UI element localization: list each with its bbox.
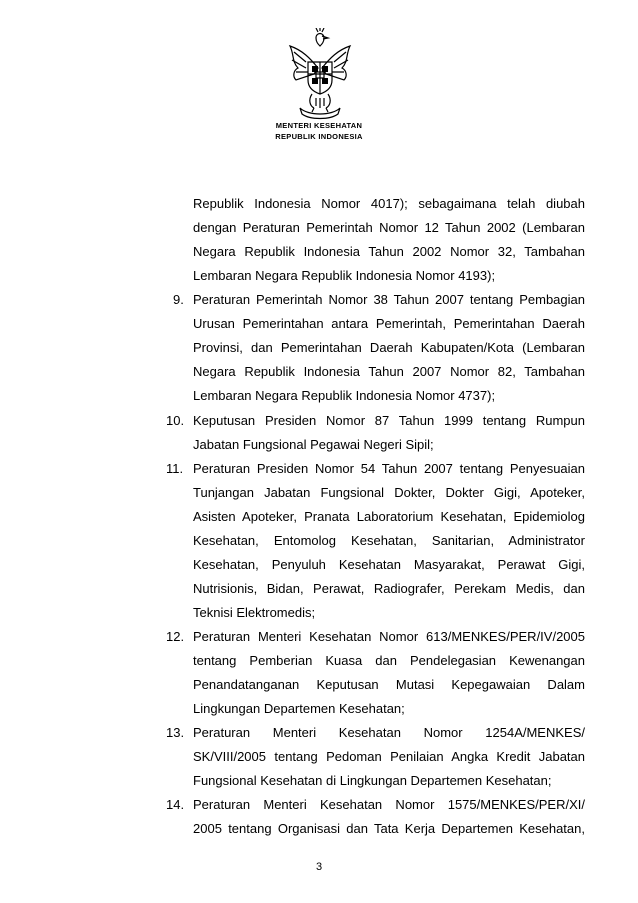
list-item-line: Tunjangan Jabatan Fungsional Dokter, Dokter Gigi, Apoteker,: [193, 485, 585, 500]
list-item-line: Peraturan Menteri Kesehatan Nomor 1575/MENKES/PER/XI/: [193, 797, 585, 812]
paragraph-line: Lembaran Negara Republik Indonesia Nomor 4193);: [193, 268, 496, 283]
list-item-line: Negara Republik Indonesia Tahun 2007 Nomor 82, Tambahan: [193, 364, 585, 379]
list-item-line: 2005 tentang Organisasi dan Tata Kerja Departemen Kesehatan,: [193, 821, 585, 836]
list-item-number: 11.: [166, 461, 184, 476]
letterhead-title: MENTERI KESEHATAN: [275, 121, 363, 130]
list-item-line: Penandatanganan Keputusan Mutasi Kepegawaian Dalam: [193, 677, 585, 692]
list-item-line: Kesehatan, Penyuluh Kesehatan Masyarakat, Perawat Gigi,: [193, 557, 585, 572]
list-item-line: Teknisi Elektromedis;: [193, 605, 316, 620]
list-item-number: 14.: [166, 797, 185, 812]
list-item-line: Peraturan Presiden Nomor 54 Tahun 2007 tentang Penyesuaian: [193, 461, 585, 476]
list-item-number: 9.: [173, 292, 184, 307]
list-item-line: Peraturan Menteri Kesehatan Nomor 613/MENKES/PER/IV/2005: [193, 629, 585, 644]
paragraph-line: Negara Republik Indonesia Tahun 2002 Nomor 32, Tambahan: [193, 244, 585, 259]
list-item-number: 10.: [166, 413, 185, 428]
paragraph-line: Republik Indonesia Nomor 4017); sebagaimana telah diubah: [193, 196, 585, 211]
list-item-line: Peraturan Pemerintah Nomor 38 Tahun 2007 tentang Pembagian: [193, 292, 585, 307]
list-item-line: Peraturan Menteri Kesehatan Nomor 1254A/MENKES/: [193, 725, 585, 740]
list-item-line: Urusan Pemerintahan antara Pemerintah, Pemerintahan Daerah: [193, 316, 585, 331]
list-item-line: Kesehatan, Entomolog Kesehatan, Sanitarian, Administrator: [193, 533, 585, 548]
garuda-emblem-icon: [282, 28, 358, 120]
paragraph-line: dengan Peraturan Pemerintah Nomor 12 Tahun 2002 (Lembaran: [193, 220, 585, 235]
list-item-line: Nutrisionis, Bidan, Perawat, Radiografer, Perekam Medis, dan: [193, 581, 585, 596]
list-item-line: tentang Pemberian Kuasa dan Pendelegasian Kewenangan: [193, 653, 585, 668]
list-item-line: Lingkungan Departemen Kesehatan;: [193, 701, 405, 716]
list-item-line: Asisten Apoteker, Pranata Laboratorium Kesehatan, Epidemiolog: [193, 509, 585, 524]
list-item-line: Jabatan Fungsional Pegawai Negeri Sipil;: [193, 437, 434, 452]
page-number: 3: [315, 861, 323, 873]
list-item-line: Lembaran Negara Republik Indonesia Nomor 4737);: [193, 388, 496, 403]
list-item-line: Fungsional Kesehatan di Lingkungan Departemen Kesehatan;: [193, 773, 552, 788]
letterhead-subtitle: REPUBLIK INDONESIA: [275, 132, 363, 141]
list-item-line: SK/VIII/2005 tentang Pedoman Penilaian Angka Kredit Jabatan: [193, 749, 585, 764]
list-item-number: 13.: [166, 725, 185, 740]
list-item-line: Keputusan Presiden Nomor 87 Tahun 1999 tentang Rumpun: [193, 413, 585, 428]
list-item-number: 12.: [166, 629, 185, 644]
list-item-line: Provinsi, dan Pemerintahan Daerah Kabupaten/Kota (Lembaran: [193, 340, 585, 355]
